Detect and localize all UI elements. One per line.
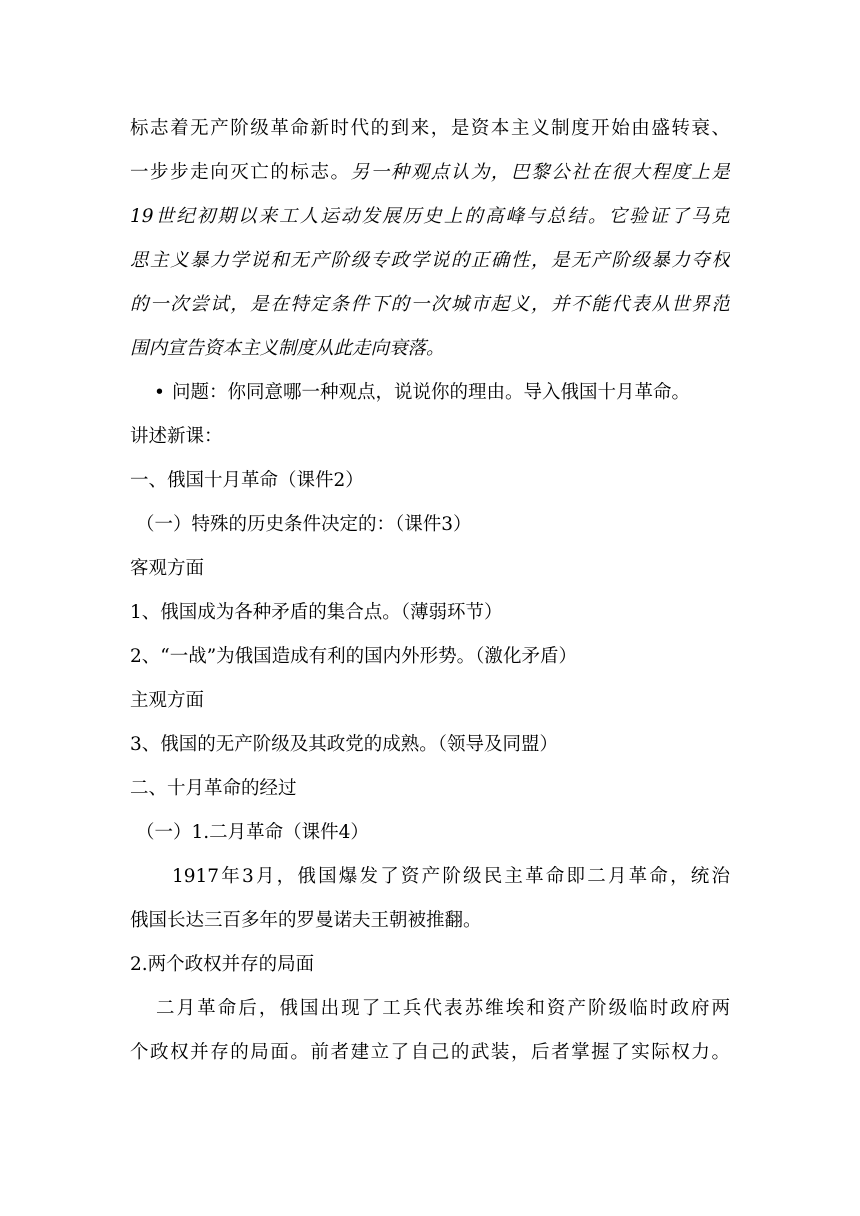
new-lesson-label: 讲述新课： bbox=[130, 426, 223, 447]
paragraph3-line1: 二月革命后，俄国出现了工兵代表苏维埃和资产阶级临时政府两 bbox=[156, 998, 730, 1019]
heading-section-2: 二、十月革命的经过 bbox=[130, 778, 297, 799]
heading-2-2: 2.两个政权并存的局面 bbox=[130, 954, 315, 975]
paragraph1-line2 bbox=[130, 161, 730, 185]
paragraph1-line2-italic: 另一种观点认为，巴黎公社在很大程度上是 bbox=[350, 162, 730, 183]
paragraph1-line5: 的一次尝试，是在特定条件下的一次城市起义，并不能代表从世界范 bbox=[130, 294, 730, 315]
list-item-3: 3、俄国的无产阶级及其政党的成熟。（领导及同盟） bbox=[130, 734, 559, 755]
paragraph2-line2: 俄国长达三百多年的罗曼诺夫王朝被推翻。 bbox=[130, 910, 482, 931]
paragraph3-line2: 个政权并存的局面。前者建立了自己的武装，后者掌握了实际权力。 bbox=[130, 1042, 730, 1063]
paragraph1-line6: 围内宣告资本主义制度从此走向衰落。 bbox=[130, 338, 445, 359]
paragraph1-line1: 标志着无产阶级革命新时代的到来，是资本主义制度开始由盛转衰、 bbox=[130, 118, 730, 139]
paragraph2-line1: 1917年3月，俄国爆发了资产阶级民主革命即二月革命，统治 bbox=[172, 866, 730, 887]
paragraph1-line3: 19世纪初期以来工人运动发展历史上的高峰与总结。它验证了马克 bbox=[130, 206, 730, 227]
heading-section-1: 一、俄国十月革命（课件2） bbox=[130, 470, 364, 491]
paragraph1-line2-normal: 一步步走向灭亡的标志。 bbox=[130, 162, 351, 183]
subheading-1-1: （一）特殊的历史条件决定的：（课件3） bbox=[136, 514, 472, 535]
bullet-question-text: 问题：你同意哪一种观点，说说你的理由。导入俄国十月革命。 bbox=[172, 382, 691, 403]
list-item-2: 2、“一战”为俄国造成有利的国内外形势。（激化矛盾） bbox=[130, 646, 577, 667]
list-item-1: 1、俄国成为各种矛盾的集合点。（薄弱环节） bbox=[130, 602, 503, 623]
bullet-question bbox=[130, 381, 730, 405]
objective-label: 客观方面 bbox=[130, 558, 205, 579]
paragraph1-line4: 思主义暴力学说和无产阶级专政学说的正确性，是无产阶级暴力夺权 bbox=[130, 250, 730, 271]
subjective-label: 主观方面 bbox=[130, 690, 205, 711]
bullet-icon: • bbox=[154, 382, 165, 403]
subheading-2-1: （一）1.二月革命（课件4） bbox=[136, 822, 369, 843]
